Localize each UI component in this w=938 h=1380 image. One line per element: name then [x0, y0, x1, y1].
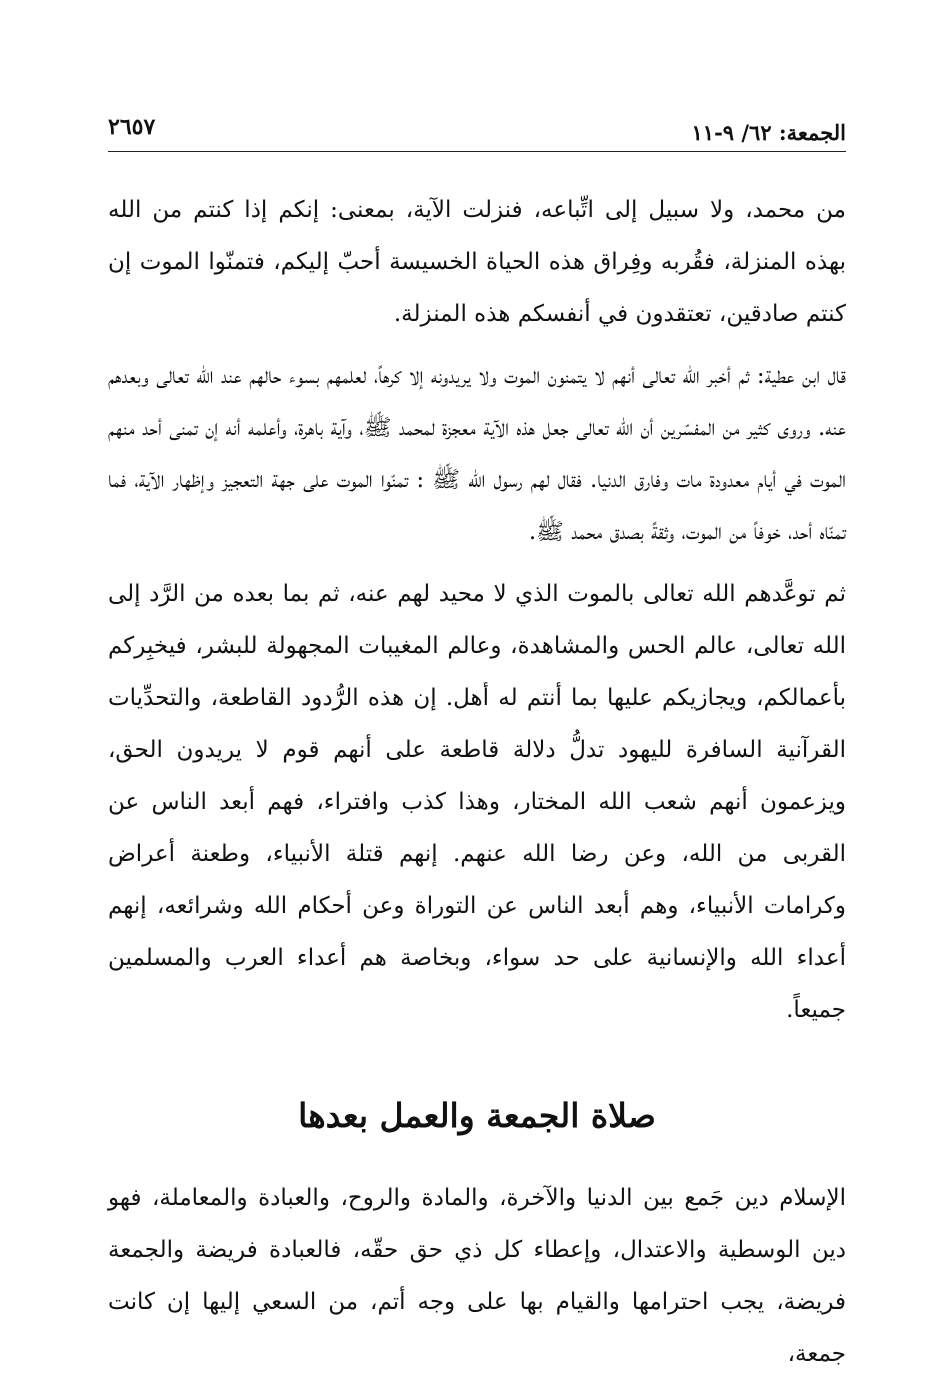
paragraph-2: قال ابن عطية: ثم أخبر الله تعالى أنهم لا يتمنون الموت ولا يريدونه إلا كرهاً، لعلمهم بسوء حالهم عند الله تعالى وبعدهم عنه. وروى كثير من المفسّرين أن الله تعالى جعل هذه الآية معجزة لمحمد ﷺ، وآية باهرة، وأعلمه أنه إن تمنى أحد منهم الموت في أيام معدودة مات وفارق الدنيا. فقال لهم رسول الله ﷺ : تمنّوا الموت على جهة التعجيز وإظهار الآية، فما تمنّاه أحد، خوفاً من الموت، وثقةً بصدق محمد ﷺ. — [108, 363, 846, 545]
chapter-verse-reference: الجمعة: ٦٢/ ٩-١١ — [691, 120, 846, 145]
paragraph-4: الإسلام دين جَمع بين الدنيا والآخرة، والمادة والروح، والعبادة والمعاملة، فهو دين الوسطية والاعتدال، وإعطاء كل ذي حق حقّه، فالعبادة فريضة والجمعة فريضة، يجب احترامها والقيام بها على وجه أتم، من السعي إليها إن كانت جمعة، — [108, 1185, 846, 1367]
paragraph-3: ثم توعَّدهم الله تعالى بالموت الذي لا محيد لهم عنه، ثم بما بعده من الرَّد إلى الله تعالى، عالم الحس والمشاهدة، وعالم المغيبات المجهولة للبشر، فيخبِركم بأعمالكم، ويجازيكم عليها بما أنتم له أهل. إن هذه الرُّدود القاطعة، والتحدِّيات القرآنية السافرة لليهود تدلُّ دلالة قاطعة على أنهم قوم لا يريدون الحق، ويزعمون أنهم شعب الله المختار، وهذا كذب وافتراء، فهم أبعد الناس عن القربى من الله، وعن رضا الله عنهم. إنهم قتلة الأنبياء، وطعنة أعراض وكرامات الأنبياء، وهم أبعد الناس عن التوراة وعن أحكام الله وشرائعه، إنهم أعداء الله والإنسانية على حد سواء، وبخاصة هم أعداء العرب والمسلمين جميعاً. — [108, 581, 846, 1023]
running-header — [108, 112, 846, 148]
paragraph-1: من محمد، ولا سبيل إلى اتِّباعه، فنزلت الآية، بمعنى: إنكم إذا كنتم من الله بهذه المنزلة، فقُربه وفِراق هذه الحياة الخسيسة أحبّ إليكم، فتمنّوا الموت إن كنتم صادقين، تعتقدون في أنفسكم هذه المنزلة. — [108, 197, 846, 327]
section-heading: صلاة الجمعة والعمل بعدها — [298, 1096, 656, 1135]
body-text — [108, 184, 846, 1380]
page-number: ٢٦٥٧ — [108, 114, 156, 140]
header-divider — [108, 151, 846, 152]
